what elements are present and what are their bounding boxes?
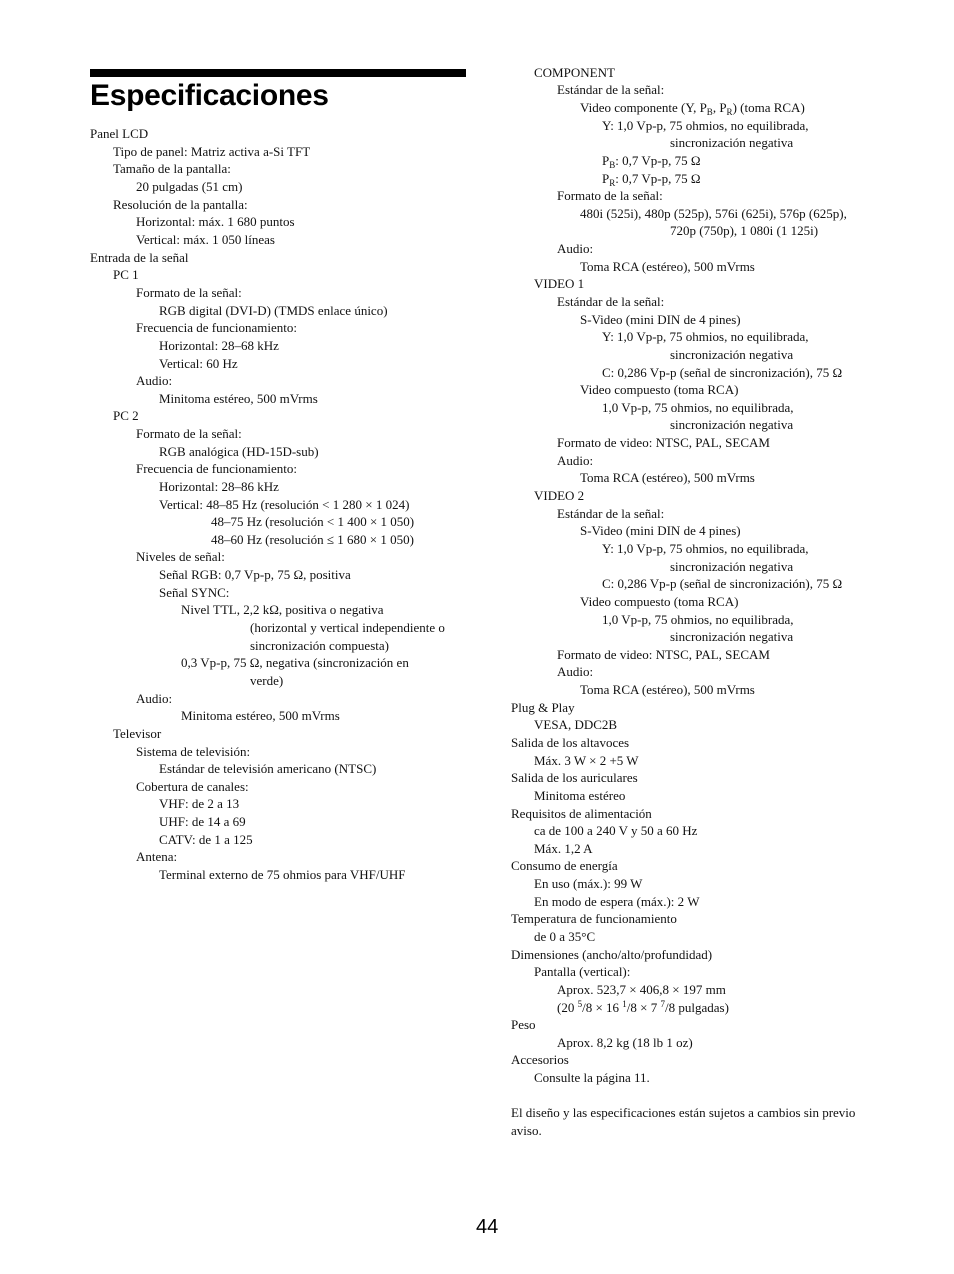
right-spec-line: VIDEO 1 bbox=[534, 276, 585, 291]
right-spec-line: Salida de los auriculares bbox=[511, 770, 638, 785]
left-spec-line: Formato de la señal: bbox=[136, 285, 242, 300]
left-spec-line: VHF: de 2 a 13 bbox=[159, 796, 240, 811]
left-spec-line: Frecuencia de funcionamiento: bbox=[136, 320, 297, 335]
left-spec-line: Vertical: 48–85 Hz (resolución < 1 280 × 1 024) bbox=[159, 497, 410, 512]
left-spec-line: 0,3 Vp-p, 75 Ω, negativa (sincronización en bbox=[181, 655, 409, 670]
left-spec-line: Tipo de panel: Matriz activa a-Si TFT bbox=[113, 144, 311, 159]
right-spec-line: Requisitos de alimentación bbox=[511, 806, 652, 821]
right-spec-line: En modo de espera (máx.): 2 W bbox=[534, 894, 700, 909]
right-spec-line: Estándar de la señal: bbox=[557, 82, 665, 97]
right-spec-line: $P_R$: 0,7 Vp-p, 75 Ω bbox=[602, 171, 701, 188]
right-spec-line: Salida de los altavoces bbox=[511, 735, 630, 750]
right-spec-line: $P_B$: 0,7 Vp-p, 75 Ω bbox=[602, 153, 701, 170]
left-spec-line: Audio: bbox=[136, 691, 173, 706]
right-spec-line: Y: 1,0 Vp-p, 75 ohmios, no equilibrada, bbox=[602, 541, 809, 556]
page-number: 44 bbox=[476, 1216, 499, 1238]
right-spec-line: 1,0 Vp-p, 75 ohmios, no equilibrada, bbox=[602, 400, 794, 415]
right-spec-line: Aprox. 523,7 × 406,8 × 197 mm bbox=[557, 982, 726, 997]
left-spec-line: UHF: de 14 a 69 bbox=[159, 814, 246, 829]
left-spec-line: Frecuencia de funcionamiento: bbox=[136, 461, 297, 476]
left-spec-line: Sistema de televisión: bbox=[136, 744, 251, 759]
subscript: R bbox=[726, 107, 733, 117]
left-spec-line: Nivel TTL, 2,2 kΩ, positiva o negativa bbox=[181, 602, 384, 617]
right-spec-line: Peso bbox=[511, 1017, 536, 1032]
right-spec-line: Pantalla (vertical): bbox=[534, 964, 631, 979]
left-spec-line: Niveles de señal: bbox=[136, 549, 225, 564]
right-spec-line: Y: 1,0 Vp-p, 75 ohmios, no equilibrada, bbox=[602, 329, 809, 344]
right-spec-line: Formato de video: NTSC, PAL, SECAM bbox=[557, 435, 770, 450]
right-spec-line: ca de 100 a 240 V y 50 a 60 Hz bbox=[534, 823, 698, 838]
right-spec-line: COMPONENT bbox=[534, 65, 615, 80]
left-spec-line: Entrada de la señal bbox=[90, 250, 189, 265]
right-spec-line: Estándar de la señal: bbox=[557, 506, 665, 521]
right-spec-line: sincronización negativa bbox=[670, 417, 794, 432]
left-spec-line: 48–60 Hz (resolución ≤ 1 680 × 1 050) bbox=[211, 532, 414, 547]
superscript: 5 bbox=[577, 999, 583, 1009]
right-spec-line: Estándar de la señal: bbox=[557, 294, 665, 309]
left-spec-line: Cobertura de canales: bbox=[136, 779, 249, 794]
left-spec-line: Terminal externo de 75 ohmios para VHF/UHF bbox=[159, 867, 406, 882]
right-spec-line: El diseño y las especificaciones están sujetos a cambios sin previo bbox=[511, 1105, 856, 1120]
left-spec-line: Señal RGB: 0,7 Vp-p, 75 Ω, positiva bbox=[159, 567, 351, 582]
right-spec-line: S-Video (mini DIN de 4 pines) bbox=[580, 312, 741, 327]
right-spec-line: En uso (máx.): 99 W bbox=[534, 876, 643, 891]
left-spec-line: Señal SYNC: bbox=[159, 585, 230, 600]
page-title: Especificaciones bbox=[90, 79, 329, 112]
right-spec-line: sincronización negativa bbox=[670, 559, 794, 574]
right-spec-line: sincronización negativa bbox=[670, 629, 794, 644]
left-spec-line: Vertical: 60 Hz bbox=[159, 356, 238, 371]
left-spec-line: CATV: de 1 a 125 bbox=[159, 832, 253, 847]
right-spec-line: Consumo de energía bbox=[511, 858, 618, 873]
superscript: 7 bbox=[660, 999, 665, 1009]
right-spec-line: S-Video (mini DIN de 4 pines) bbox=[580, 523, 741, 538]
right-spec-line: Minitoma estéreo bbox=[534, 788, 626, 803]
right-spec-line: Audio: bbox=[557, 241, 594, 256]
right-spec-line: Plug & Play bbox=[511, 700, 575, 715]
subscript: B bbox=[609, 160, 616, 170]
right-spec-line: 720p (750p), 1 080i (1 125i) bbox=[670, 223, 819, 238]
right-spec-line: Audio: bbox=[557, 664, 594, 679]
left-spec-line: Estándar de televisión americano (NTSC) bbox=[159, 761, 377, 776]
right-spec-line: Formato de video: NTSC, PAL, SECAM bbox=[557, 647, 770, 662]
left-spec-line: 48–75 Hz (resolución < 1 400 × 1 050) bbox=[211, 514, 415, 529]
right-spec-line: Accesorios bbox=[511, 1052, 569, 1067]
left-spec-line: 20 pulgadas (51 cm) bbox=[136, 179, 243, 194]
right-spec-line: Toma RCA (estéreo), 500 mVrms bbox=[580, 259, 755, 274]
right-spec-line: Máx. 3 W × 2 +5 W bbox=[534, 753, 639, 768]
right-spec-line: aviso. bbox=[511, 1123, 542, 1138]
left-spec-line: Televisor bbox=[113, 726, 162, 741]
left-spec-line: Minitoma estéreo, 500 mVrms bbox=[159, 391, 318, 406]
right-spec-line: Audio: bbox=[557, 453, 594, 468]
right-spec-line: 1,0 Vp-p, 75 ohmios, no equilibrada, bbox=[602, 612, 794, 627]
right-spec-line: 480i (525i), 480p (525p), 576i (625i), 576p (625p), bbox=[580, 206, 847, 221]
right-spec-line: Video compuesto (toma RCA) bbox=[580, 382, 739, 397]
left-spec-line: Panel LCD bbox=[90, 126, 149, 141]
right-spec-line: Video compuesto (toma RCA) bbox=[580, 594, 739, 609]
left-spec-line: PC 2 bbox=[113, 408, 139, 423]
left-spec-line: Formato de la señal: bbox=[136, 426, 242, 441]
left-spec-line: Audio: bbox=[136, 373, 173, 388]
left-spec-line: Minitoma estéreo, 500 mVrms bbox=[181, 708, 340, 723]
left-spec-line: RGB analógica (HD-15D-sub) bbox=[159, 444, 319, 459]
left-spec-line: Vertical: máx. 1 050 líneas bbox=[136, 232, 275, 247]
right-spec-line: Temperatura de funcionamiento bbox=[511, 911, 677, 926]
superscript: 1 bbox=[622, 999, 627, 1009]
left-spec-line: Resolución de la pantalla: bbox=[113, 197, 248, 212]
right-spec-line: Toma RCA (estéreo), 500 mVrms bbox=[580, 470, 755, 485]
subscript: B bbox=[706, 107, 713, 117]
left-spec-line: (horizontal y vertical independiente o bbox=[250, 620, 445, 635]
right-spec-line: Consulte la página 11. bbox=[534, 1070, 650, 1085]
right-spec-line: Y: 1,0 Vp-p, 75 ohmios, no equilibrada, bbox=[602, 118, 809, 133]
left-spec-line: RGB digital (DVI-D) (TMDS enlace único) bbox=[159, 303, 388, 318]
right-spec-line: Dimensiones (ancho/alto/profundidad) bbox=[511, 947, 713, 962]
right-spec-line: sincronización negativa bbox=[670, 347, 794, 362]
left-spec-line: verde) bbox=[250, 673, 284, 688]
left-spec-line: Horizontal: 28–86 kHz bbox=[159, 479, 279, 494]
left-spec-line: PC 1 bbox=[113, 267, 139, 282]
right-spec-line: Aprox. 8,2 kg (18 lb 1 oz) bbox=[557, 1035, 693, 1050]
right-spec-line: Toma RCA (estéreo), 500 mVrms bbox=[580, 682, 755, 697]
right-spec-line: Video componente (Y, $P_B$, $P_R$) (toma RCA) bbox=[580, 100, 805, 117]
left-spec-line: Horizontal: máx. 1 680 puntos bbox=[136, 214, 295, 229]
right-spec-line: Formato de la señal: bbox=[557, 188, 663, 203]
right-spec-line: VIDEO 2 bbox=[534, 488, 585, 503]
right-spec-line: (20 $^5$/8 × 16 $^1$/8 × 7 $^7$/8 pulgadas) bbox=[557, 999, 729, 1015]
right-spec-line: Máx. 1,2 A bbox=[534, 841, 593, 856]
right-spec-line: C: 0,286 Vp-p (señal de sincronización), 75 Ω bbox=[602, 576, 843, 591]
right-spec-line: de 0 a 35°C bbox=[534, 929, 596, 944]
left-spec-line: Tamaño de la pantalla: bbox=[113, 161, 231, 176]
right-spec-line: C: 0,286 Vp-p (señal de sincronización), 75 Ω bbox=[602, 365, 843, 380]
subscript: R bbox=[609, 178, 616, 188]
right-spec-line: sincronización negativa bbox=[670, 135, 794, 150]
left-spec-line: Antena: bbox=[136, 849, 178, 864]
right-spec-line: VESA, DDC2B bbox=[534, 717, 618, 732]
left-spec-line: sincronización compuesta) bbox=[250, 638, 389, 653]
left-spec-line: Horizontal: 28–68 kHz bbox=[159, 338, 279, 353]
